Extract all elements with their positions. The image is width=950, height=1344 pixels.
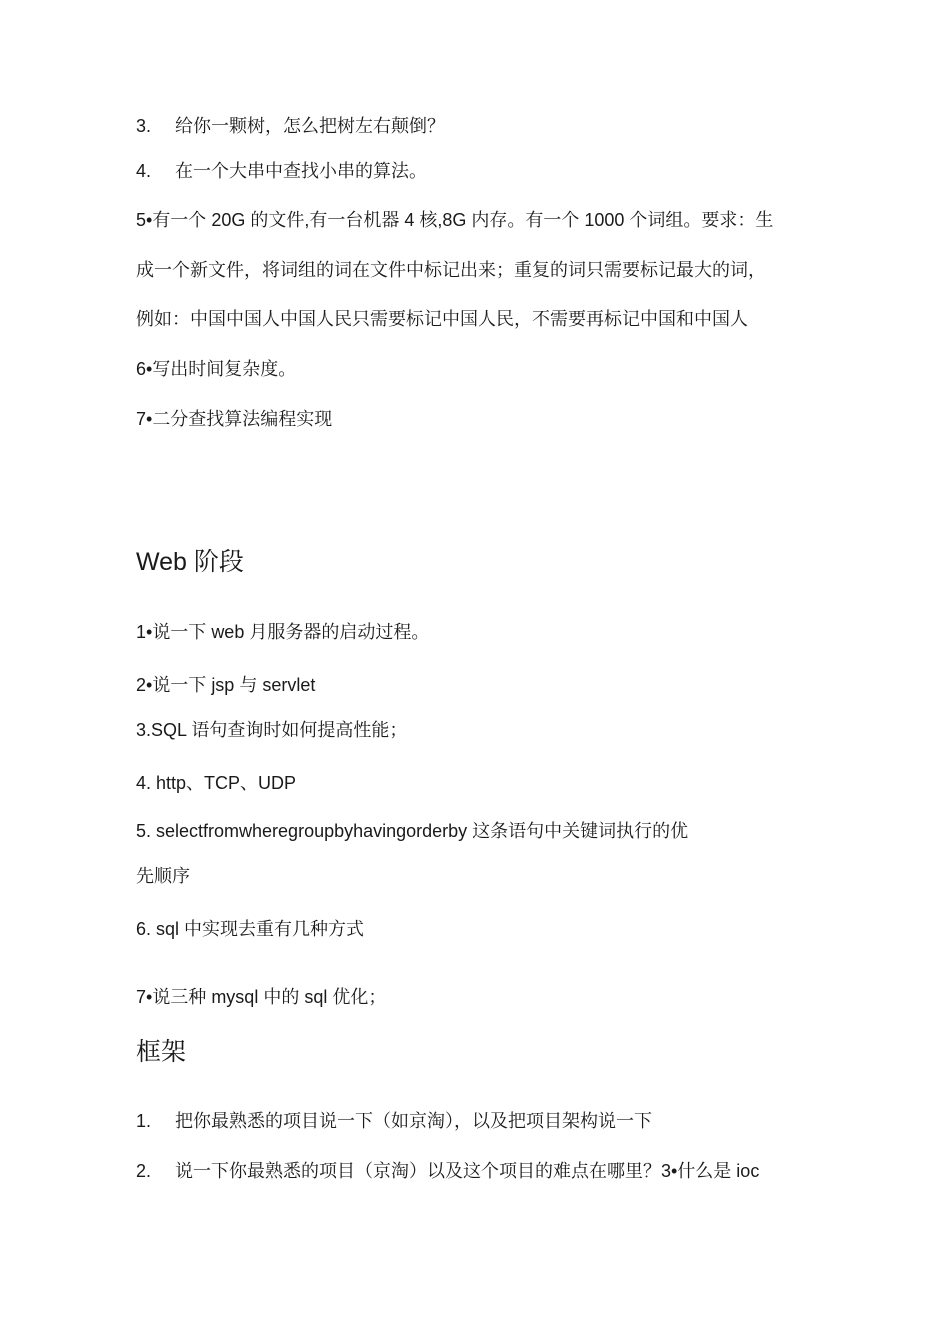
algorithm-item-5-line-3: 例如：中国中国人中国人民只需要标记中国人民，不需要再标记中国和中国人: [136, 309, 748, 329]
framework-item-1: [136, 1109, 652, 1133]
web-item-3: 3.SQL 语句查询时如何提高性能；: [136, 720, 408, 740]
item-number: 2.: [136, 1161, 152, 1181]
item-text: 给你一颗树，怎么把树左右颠倒？: [175, 116, 445, 136]
web-item-1: 1•说一下 web 月服务器的启动过程。: [136, 622, 430, 642]
item-text: 在一个大串中查找小串的算法。: [175, 161, 427, 181]
web-item-6: 6. sql 中实现去重有几种方式: [136, 919, 365, 939]
item-number: 4.: [136, 161, 152, 181]
web-item-5-line-1: 5. selectfromwheregroupbyhavingorderby 这条语句中关键词执行的优: [136, 821, 689, 841]
section-heading-framework: 框架: [136, 1038, 187, 1066]
item-text: 说一下你最熟悉的项目（京淘）以及这个项目的难点在哪里？3•什么是 ioc: [175, 1161, 760, 1181]
web-item-4: 4. http、TCP、UDP: [136, 773, 297, 793]
algorithm-item-3: [136, 114, 445, 138]
item-text: 把你最熟悉的项目说一下（如京淘），以及把项目架构说一下: [175, 1111, 652, 1131]
algorithm-item-4: [136, 159, 427, 183]
web-item-5-line-2: 先顺序: [136, 866, 190, 886]
algorithm-item-5-line-2: 成一个新文件，将词组的词在文件中标记出来；重复的词只需要标记最大的词，: [136, 260, 766, 280]
algorithm-item-5-line-1: 5•有一个 20G 的文件,有一台机器 4 核,8G 内存。有一个 1000 个词组。要求：生: [136, 210, 774, 230]
item-number: 1.: [136, 1111, 152, 1131]
web-item-2: 2•说一下 jsp 与 servlet: [136, 675, 316, 695]
algorithm-item-7: 7•二分查找算法编程实现: [136, 409, 333, 429]
section-heading-web: Web 阶段: [136, 548, 244, 576]
web-item-7: 7•说三种 mysql 中的 sql 优化；: [136, 987, 387, 1007]
item-number: 3.: [136, 116, 152, 136]
framework-item-2: [136, 1159, 759, 1183]
algorithm-item-6: 6•写出时间复杂度。: [136, 359, 297, 379]
